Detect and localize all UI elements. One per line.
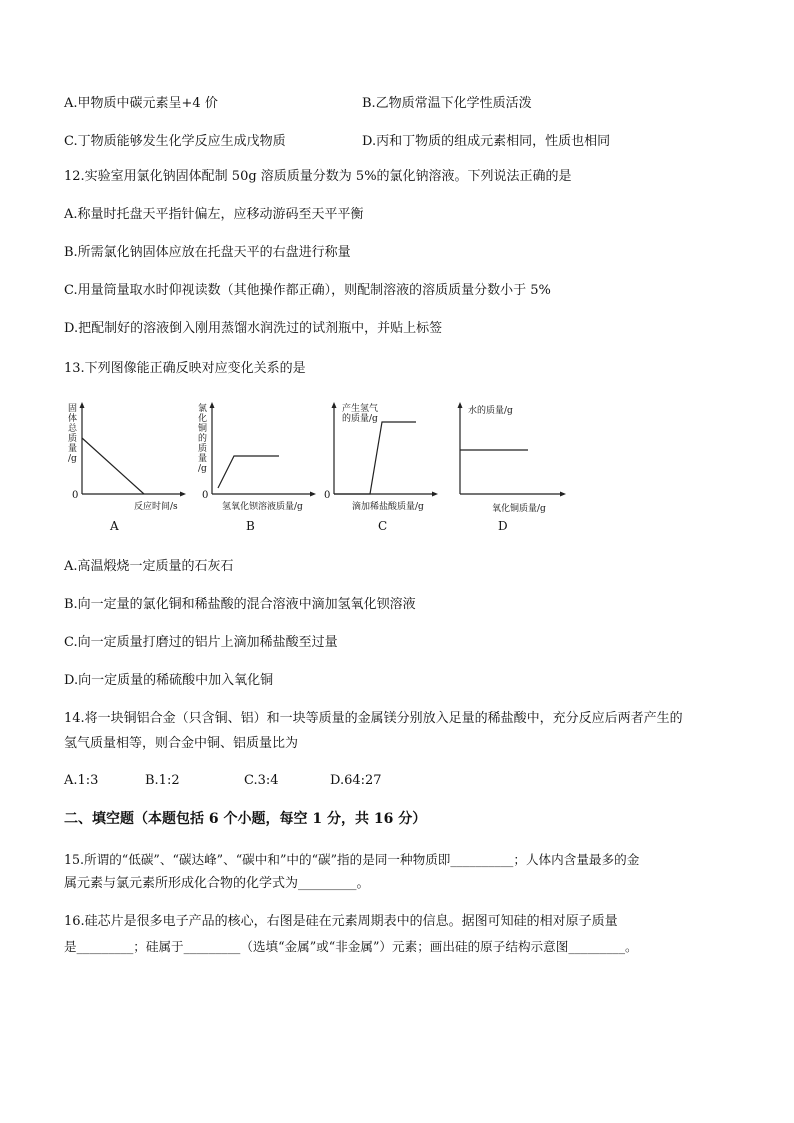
graph-d-ylabel-line: 水的质量/g	[468, 406, 513, 416]
graph-c-ylabel-line: 产生氢气	[342, 404, 379, 414]
q14-option-a: A.1:3	[64, 773, 99, 788]
graph-b-ylabel-char: 的	[198, 434, 208, 444]
q16-line2: 是_________；硅属于_________（选填“金属”或“非金属”）元素；画出硅的原子结构示意图_________。	[64, 939, 638, 954]
q11-option-c: C.丁物质能够发生化学反应生成戊物质	[64, 134, 286, 149]
graph-a-x-arrow	[180, 492, 186, 497]
graph-b	[194, 402, 324, 542]
graph-a-ylabel-char: 量	[68, 444, 78, 454]
graph-c-curve	[334, 422, 416, 494]
q15-line1: 15.所谓的“低碳”、“碳达峰”、“碳中和”中的“碳”指的是同一种物质即__________；人体内含量最多的金	[64, 852, 640, 867]
graph-d	[454, 402, 584, 542]
q11-option-a: A.甲物质中碳元素呈+4 价	[64, 96, 218, 111]
graph-d-letter: D	[498, 519, 508, 533]
section-2-heading: 二、填空题（本题包括 6 个小题，每空 1 分，共 16 分）	[64, 811, 427, 827]
graph-b-ylabel-char: 铜	[198, 424, 208, 434]
q13-option-c: C.向一定质量打磨过的铝片上滴加稀盐酸至过量	[64, 635, 338, 650]
graph-c-letter: C	[378, 519, 388, 533]
q15-line2: 属元素与氯元素所形成化合物的化学式为_________。	[64, 876, 370, 891]
graph-b-ylabel	[198, 404, 210, 474]
graph-b-letter: B	[246, 519, 255, 533]
graph-a-svg	[64, 402, 194, 542]
graph-a-ylabel-char: /g	[68, 454, 77, 464]
graph-c	[326, 402, 456, 542]
graph-b-ylabel-char: 量	[198, 454, 208, 464]
graph-a-ylabel	[68, 404, 80, 464]
graph-b-ylabel-char: 氯	[198, 404, 208, 414]
graph-c-ylabel	[342, 404, 378, 424]
graph-b-svg	[194, 402, 324, 542]
q12-option-d: D.把配制好的溶液倒入刚用蒸馏水润洗过的试剂瓶中，并贴上标签	[64, 321, 443, 336]
graph-d-ylabel	[468, 406, 513, 416]
q11-option-b: B.乙物质常温下化学性质活泼	[362, 96, 532, 111]
graph-d-xlabel: 氧化铜质量/g	[492, 504, 546, 514]
q12-option-a: A.称量时托盘天平指针偏左，应移动游码至天平平衡	[64, 207, 364, 222]
graph-b-ylabel-char: /g	[198, 464, 207, 474]
graph-a-ylabel-char: 固	[68, 404, 78, 414]
graph-a-y-arrow	[80, 402, 85, 408]
graph-c-origin: 0	[324, 490, 331, 501]
q12-stem: 12.实验室用氯化钠固体配制 50g 溶质质量分数为 5%的氯化钠溶液。下列说法正确的是	[64, 169, 572, 184]
graph-b-curve	[218, 456, 279, 488]
q12-option-b: B.所需氯化钠固体应放在托盘天平的右盘进行称量	[64, 245, 351, 260]
q14-stem-line2: 氢气质量相等，则合金中铜、铝质量比为	[64, 736, 299, 751]
graph-b-ylabel-char: 化	[198, 414, 208, 424]
graph-b-y-arrow	[210, 402, 215, 408]
graph-a-ylabel-char: 总	[68, 424, 78, 434]
graph-b-ylabel-char: 质	[198, 444, 208, 454]
q13-option-b: B.向一定量的氯化铜和稀盐酸的混合溶液中滴加氢氧化钡溶液	[64, 597, 416, 612]
graph-a-xlabel: 反应时间/s	[134, 502, 178, 512]
q14-option-b: B.1:2	[145, 773, 180, 788]
graph-a-letter: A	[110, 519, 119, 533]
graph-c-xlabel: 滴加稀盐酸质量/g	[352, 502, 424, 512]
q13-stem: 13.下列图像能正确反映对应变化关系的是	[64, 361, 306, 376]
q14-option-d: D.64:27	[330, 773, 382, 788]
graph-b-origin: 0	[202, 490, 209, 501]
graph-d-svg	[454, 402, 584, 542]
graph-a-origin: 0	[72, 490, 79, 501]
graph-a-ylabel-char: 体	[68, 414, 78, 424]
q12-option-c: C.用量筒量取水时仰视读数（其他操作都正确），则配制溶液的溶质质量分数小于 5%	[64, 283, 551, 298]
graph-b-x-arrow	[310, 492, 316, 497]
q13-option-a: A.高温煅烧一定质量的石灰石	[64, 559, 234, 574]
q11-option-d: D.丙和丁物质的组成元素相同，性质也相同	[362, 134, 611, 149]
graph-c-y-arrow	[332, 402, 337, 408]
q16-line1: 16.硅芯片是很多电子产品的核心，右图是硅在元素周期表中的信息。据图可知硅的相对原子质量	[64, 914, 618, 929]
graph-b-xlabel: 氢氧化钡溶液质量/g	[222, 502, 303, 512]
q14-option-c: C.3:4	[244, 773, 279, 788]
graph-c-ylabel-line: 的质量/g	[342, 414, 378, 424]
graph-d-y-arrow	[458, 402, 463, 408]
graph-a-curve	[82, 438, 144, 494]
graph-d-x-arrow	[560, 492, 566, 497]
graph-a	[64, 402, 194, 542]
graph-c-x-arrow	[432, 492, 438, 497]
graph-a-ylabel-char: 质	[68, 434, 78, 444]
q14-stem-line1: 14.将一块铜铝合金（只含铜、铝）和一块等质量的金属镁分别放入足量的稀盐酸中，充分反应后两者产生的	[64, 711, 683, 726]
q13-option-d: D.向一定质量的稀硫酸中加入氧化铜	[64, 673, 274, 688]
